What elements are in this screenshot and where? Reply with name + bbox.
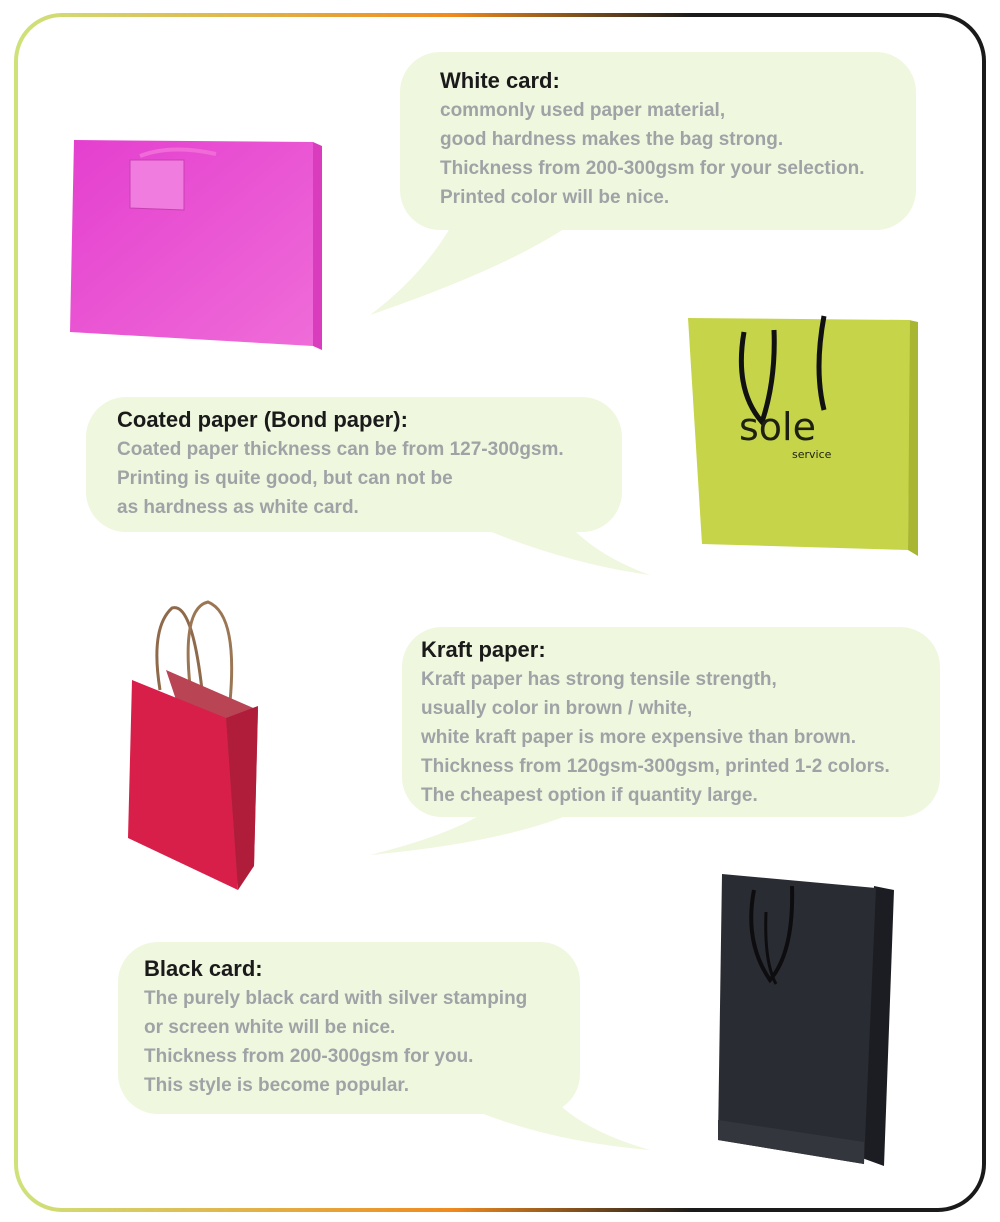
section-line: or screen white will be nice. xyxy=(144,1017,396,1038)
bag-logo-text: sole xyxy=(739,405,816,449)
section-line: Thickness from 200-300gsm for your selection. xyxy=(440,158,865,179)
section-title: Coated paper (Bond paper): xyxy=(117,407,408,432)
info-bubble-black-card xyxy=(118,942,580,1114)
kraft-bag-image xyxy=(122,598,264,894)
section-line: Printed color will be nice. xyxy=(440,187,670,208)
section-title: White card: xyxy=(440,68,560,93)
section-line: commonly used paper material, xyxy=(440,100,726,121)
section-line: Thickness from 120gsm-300gsm, printed 1-2 colors. xyxy=(421,756,890,777)
bag-logo-subtext: service xyxy=(792,448,832,461)
info-bubble-white-card xyxy=(400,52,916,230)
section-title: Black card: xyxy=(144,956,263,981)
section-line: as hardness as white card. xyxy=(117,497,359,518)
green-bag-image xyxy=(684,310,922,562)
section-line: Printing is quite good, but can not be xyxy=(117,468,453,489)
pink-bag-image xyxy=(66,136,328,356)
section-line: usually color in brown / white, xyxy=(421,698,693,719)
section-line: Coated paper thickness can be from 127-300gsm. xyxy=(117,439,564,460)
section-line: This style is become popular. xyxy=(144,1075,410,1096)
section-line: The cheapest option if quantity large. xyxy=(421,785,758,806)
section-title: Kraft paper: xyxy=(421,637,546,662)
section-line: The purely black card with silver stamping xyxy=(144,988,528,1009)
section-line: good hardness makes the bag strong. xyxy=(440,129,784,150)
black-bag-image xyxy=(714,872,898,1170)
section-line: white kraft paper is more expensive than brown. xyxy=(421,727,857,748)
section-line: Thickness from 200-300gsm for you. xyxy=(144,1046,474,1067)
info-bubble-coated-paper xyxy=(86,397,622,532)
info-bubble-kraft-paper xyxy=(402,627,940,817)
section-line: Kraft paper has strong tensile strength, xyxy=(421,669,777,690)
